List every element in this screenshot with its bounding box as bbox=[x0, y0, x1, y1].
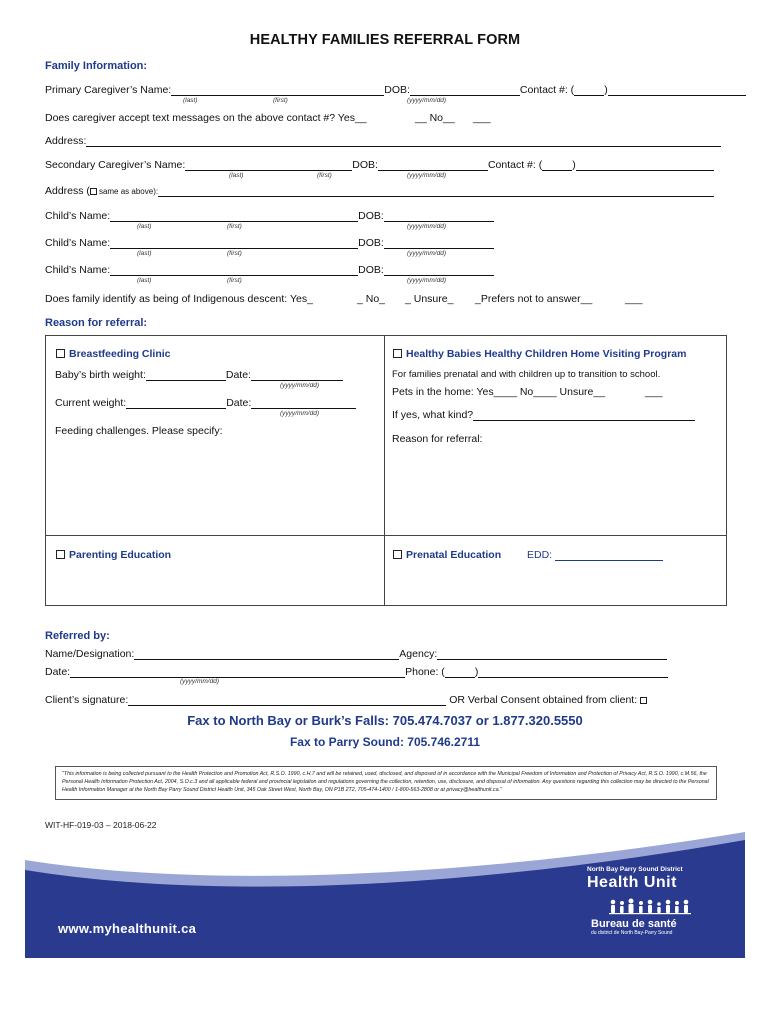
phone-close-paren: ) bbox=[474, 666, 479, 678]
verbal-consent-label: OR Verbal Consent obtained from client: bbox=[449, 694, 638, 706]
secondary-contact-field[interactable] bbox=[576, 159, 714, 171]
pets-kind-label: If yes, what kind? bbox=[392, 409, 474, 421]
dob-label: DOB: bbox=[384, 84, 410, 96]
fax-north-bay: Fax to North Bay or Burk’s Falls: 705.474.7037 or 1.877.320.5550 bbox=[187, 713, 583, 728]
indigenous-prefer: _Prefers not to answer__ bbox=[475, 293, 593, 305]
hint-last: (last) bbox=[137, 277, 152, 284]
prenatal-option[interactable] bbox=[393, 549, 501, 561]
current-weight-date-field[interactable] bbox=[251, 397, 356, 409]
edd-label: EDD: bbox=[527, 549, 553, 561]
contact-label: Contact #: ( bbox=[487, 159, 543, 171]
contact-label: Contact #: ( bbox=[519, 84, 575, 96]
contact-close-paren: ) bbox=[572, 159, 576, 171]
prenatal-checkbox[interactable] bbox=[393, 550, 402, 559]
hint-date: (yyyy/mm/dd) bbox=[407, 277, 446, 284]
hint-date: (yyyy/mm/dd) bbox=[407, 97, 446, 104]
primary-area-code-field[interactable] bbox=[574, 84, 604, 96]
child-2-dob-field[interactable] bbox=[384, 237, 494, 249]
breastfeeding-checkbox[interactable] bbox=[56, 349, 65, 358]
contact-close-paren: ) bbox=[604, 84, 608, 96]
dob-label: DOB: bbox=[358, 237, 384, 249]
hint-first: (first) bbox=[227, 250, 242, 257]
edd-row bbox=[527, 549, 663, 561]
child-3-dob-field[interactable] bbox=[384, 264, 494, 276]
date-label: Date: bbox=[45, 666, 71, 678]
child-2-name-field[interactable] bbox=[110, 237, 358, 249]
pets-kind-row bbox=[392, 409, 695, 421]
hbhc-checkbox[interactable] bbox=[393, 349, 402, 358]
same-as-above-checkbox[interactable] bbox=[90, 188, 97, 195]
signature-field[interactable] bbox=[128, 694, 446, 706]
feeding-challenges-label: Feeding challenges. Please specify: bbox=[55, 425, 223, 437]
primary-caregiver-name-field[interactable] bbox=[171, 84, 384, 96]
child-name-label: Child’s Name: bbox=[45, 210, 111, 222]
date-label: Date: bbox=[225, 369, 251, 381]
hint-first: (first) bbox=[317, 172, 332, 179]
name-agency-row bbox=[45, 648, 667, 660]
child-row-3 bbox=[45, 264, 494, 276]
birth-weight-label: Baby’s birth weight: bbox=[55, 369, 146, 381]
referred-by-heading: Referred by: bbox=[45, 630, 110, 642]
form-title: HEALTHY FAMILIES REFERRAL FORM bbox=[249, 32, 521, 48]
date-phone-row bbox=[45, 666, 668, 678]
secondary-caregiver-row bbox=[45, 159, 714, 171]
hint-date: (yyyy/mm/dd) bbox=[280, 382, 319, 389]
hint-first: (first) bbox=[227, 223, 242, 230]
indigenous-no: _ No_ bbox=[357, 293, 386, 305]
box-vertical-divider bbox=[384, 335, 385, 606]
secondary-caregiver-name-field[interactable] bbox=[185, 159, 352, 171]
verbal-consent-checkbox[interactable] bbox=[640, 697, 647, 704]
footer-wave-graphic bbox=[25, 832, 745, 958]
breastfeeding-title: Breastfeeding Clinic bbox=[69, 348, 171, 360]
same-as-above-label: same as above): bbox=[98, 187, 159, 196]
current-weight-field[interactable] bbox=[126, 397, 226, 409]
date-label: Date: bbox=[226, 397, 252, 409]
dob-label: DOB: bbox=[352, 159, 378, 171]
hint-last: (last) bbox=[137, 250, 152, 257]
phone-field[interactable] bbox=[478, 666, 668, 678]
reason-heading: Reason for referral: bbox=[45, 317, 148, 329]
name-designation-label: Name/Designation: bbox=[45, 648, 135, 660]
agency-label: Agency: bbox=[399, 648, 438, 660]
child-1-dob-field[interactable] bbox=[384, 210, 494, 222]
text-blank: ___ bbox=[473, 112, 491, 124]
child-name-label: Child’s Name: bbox=[45, 264, 111, 276]
child-name-label: Child’s Name: bbox=[45, 237, 111, 249]
name-designation-field[interactable] bbox=[134, 648, 399, 660]
indigenous-blank: ___ bbox=[625, 293, 643, 305]
website-link[interactable]: www.myhealthunit.ca bbox=[58, 921, 197, 936]
hint-date: (yyyy/mm/dd) bbox=[407, 250, 446, 257]
hbhc-title: Healthy Babies Healthy Children Home Visiting Program bbox=[406, 348, 687, 360]
hbhc-reason-label: Reason for referral: bbox=[392, 433, 483, 445]
birth-weight-field[interactable] bbox=[146, 369, 226, 381]
hint-last: (last) bbox=[229, 172, 244, 179]
birth-weight-date-field[interactable] bbox=[251, 369, 343, 381]
address-row bbox=[45, 135, 721, 147]
text-no: __ No__ bbox=[415, 112, 455, 124]
hint-date: (yyyy/mm/dd) bbox=[180, 678, 219, 685]
fax-parry-sound: Fax to Parry Sound: 705.746.2711 bbox=[289, 735, 481, 749]
address2-label: Address ( bbox=[45, 185, 90, 197]
privacy-disclaimer: "This information is being collected pursuant to the Health Protection and Promotion Act, R.S.O. 1990, c.H.7 and will be retained, used, disclosed, and disposed of in accordance with the Municipal Freedom of Information and Protection of Privacy Act, R.S.O. 1990, c.M.56, the Personal Health Information Protection Act, 2004, S.O.c.3 and all applicable federal and provincial legislation and regulations governing the collection, retention, use, disclosure, and disposal of information. Any questions regarding this collection may be directed to the Personal Health Information Manager at the North Bay Parry Sound District Health Unit, 345 Oak Street West, North Bay, ON P1B 2T2, 705-474-1400 / 1-800-563-2808 or at privacy@healthunit.ca." bbox=[55, 766, 717, 800]
child-3-name-field[interactable] bbox=[110, 264, 358, 276]
secondary-dob-field[interactable] bbox=[378, 159, 488, 171]
hint-date: (yyyy/mm/dd) bbox=[280, 410, 319, 417]
primary-dob-field[interactable] bbox=[410, 84, 520, 96]
address2-field[interactable] bbox=[158, 185, 714, 197]
primary-caregiver-label: Primary Caregiver’s Name: bbox=[45, 84, 172, 96]
logo-bureau-de-sante: Bureau de santé bbox=[591, 918, 677, 930]
hbhc-description: For families prenatal and with children up to transition to school. bbox=[392, 369, 661, 380]
hbhc-option[interactable] bbox=[393, 348, 686, 360]
dob-label: DOB: bbox=[358, 210, 384, 222]
edd-field[interactable] bbox=[555, 549, 663, 561]
hint-last: (last) bbox=[183, 97, 198, 104]
address-label: Address: bbox=[45, 135, 87, 147]
pets-blank: ___ bbox=[645, 386, 663, 398]
parenting-option[interactable] bbox=[56, 549, 171, 561]
indigenous-unsure: _ Unsure_ bbox=[405, 293, 454, 305]
footer-banner bbox=[25, 832, 745, 958]
hint-last: (last) bbox=[137, 223, 152, 230]
secondary-caregiver-label: Secondary Caregiver’s Name: bbox=[45, 159, 186, 171]
text-question: Does caregiver accept text messages on the above contact #? Yes__ bbox=[45, 112, 367, 124]
child-1-name-field[interactable] bbox=[110, 210, 358, 222]
indigenous-question: Does family identify as being of Indigenous descent: Yes_ bbox=[45, 293, 313, 305]
logo-fr-subtitle: du district de North Bay-Parry Sound bbox=[591, 930, 673, 936]
secondary-area-code-field[interactable] bbox=[542, 159, 572, 171]
phone-label: Phone: ( bbox=[405, 666, 445, 678]
current-weight-label: Current weight: bbox=[55, 397, 127, 409]
prenatal-title: Prenatal Education bbox=[406, 549, 502, 561]
primary-caregiver-row bbox=[45, 84, 746, 96]
logo-health-unit: Health Unit bbox=[587, 874, 677, 891]
pets-kind-field[interactable] bbox=[473, 409, 695, 421]
pets-question: Pets in the home: Yes____ No____ Unsure__ bbox=[392, 386, 606, 398]
address-field[interactable] bbox=[86, 135, 721, 147]
referral-date-field[interactable] bbox=[70, 666, 405, 678]
birth-weight-row bbox=[55, 369, 343, 381]
address2-row bbox=[45, 185, 714, 197]
form-code: WIT-HF-019-03 – 2018-06-22 bbox=[45, 820, 157, 830]
primary-contact-field[interactable] bbox=[608, 84, 746, 96]
hint-first: (first) bbox=[227, 277, 242, 284]
parenting-title: Parenting Education bbox=[69, 549, 172, 561]
current-weight-row bbox=[55, 397, 356, 409]
phone-area-code-field[interactable] bbox=[445, 666, 475, 678]
same-as-above-wrapper bbox=[90, 187, 158, 196]
agency-field[interactable] bbox=[437, 648, 667, 660]
child-row-1 bbox=[45, 210, 494, 222]
hint-date: (yyyy/mm/dd) bbox=[407, 223, 446, 230]
box-horizontal-divider bbox=[45, 535, 727, 536]
referral-form-page bbox=[25, 22, 745, 958]
breastfeeding-option[interactable] bbox=[56, 348, 171, 360]
hint-first: (first) bbox=[273, 97, 288, 104]
signature-label: Client’s signature: bbox=[45, 694, 129, 706]
family-info-heading: Family Information: bbox=[45, 60, 148, 72]
parenting-checkbox[interactable] bbox=[56, 550, 65, 559]
child-row-2 bbox=[45, 237, 494, 249]
dob-label: DOB: bbox=[358, 264, 384, 276]
signature-row bbox=[45, 694, 651, 706]
logo-district: North Bay Parry Sound District bbox=[587, 866, 683, 873]
hint-date: (yyyy/mm/dd) bbox=[407, 172, 446, 179]
